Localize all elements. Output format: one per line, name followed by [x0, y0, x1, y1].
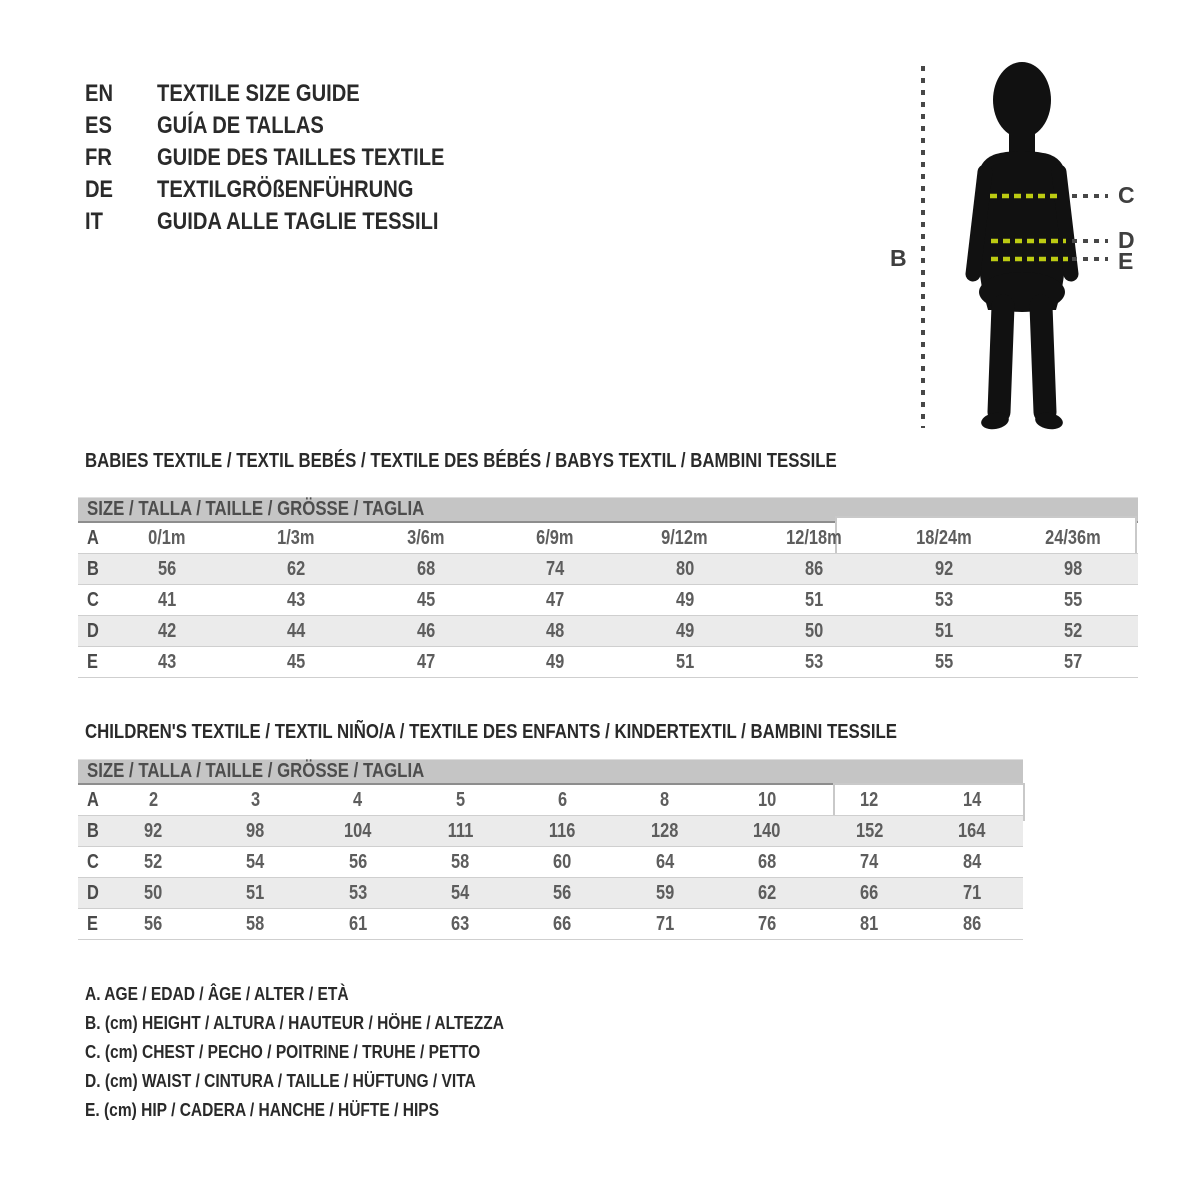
language-code: EN	[85, 80, 114, 107]
table-row	[78, 847, 1023, 878]
table-cell: 104	[344, 819, 372, 842]
table-cell: 84	[962, 850, 981, 873]
table-cell: 61	[348, 912, 367, 935]
table-row	[78, 523, 1138, 554]
table-cell: 50	[805, 619, 824, 642]
table-cell: 46	[416, 619, 435, 642]
table-cell: 47	[546, 588, 565, 611]
figure-label-waist: D	[1118, 227, 1135, 253]
row-label: B	[87, 557, 99, 580]
table-cell: 164	[958, 819, 986, 842]
language-row	[85, 78, 685, 110]
table-cell: 81	[860, 912, 879, 935]
legend-line: E. (cm) HIP / CADERA / HANCHE / HÜFTE / HIPS	[85, 1099, 440, 1120]
figure-label-chest: C	[1118, 182, 1135, 208]
row-label: E	[87, 912, 98, 935]
child-silhouette	[973, 62, 1071, 431]
table-cell: 68	[758, 850, 777, 873]
table-cell: 2	[148, 788, 158, 811]
babies-section-title: BABIES TEXTILE / TEXTIL BEBÉS / TEXTILE DES BÉBÉS / BABYS TEXTIL / BAMBINI TESSILE	[85, 450, 837, 472]
children-size-table	[78, 759, 1023, 940]
table-row	[78, 585, 1138, 616]
language-guide-label: TEXTILGRÖßENFÜHRUNG	[157, 176, 414, 203]
table-cell: 24/36m	[1045, 526, 1102, 549]
table-cell: 64	[655, 850, 674, 873]
height-measure-dashed-line	[921, 66, 925, 428]
table-row	[78, 647, 1138, 678]
row-label: C	[87, 588, 99, 611]
legend-line: D. (cm) WAIST / CINTURA / TAILLE / HÜFTUNG / VITA	[85, 1070, 476, 1091]
table-cell: 98	[1064, 557, 1083, 580]
table-cell: 51	[934, 619, 953, 642]
row-label: A	[87, 788, 99, 811]
table-cell: 63	[451, 912, 470, 935]
table-cell: 41	[157, 588, 176, 611]
table-cell: 60	[553, 850, 572, 873]
table-cell: 68	[416, 557, 435, 580]
table-row	[78, 554, 1138, 585]
table-cell: 54	[246, 850, 265, 873]
table-cell: 45	[287, 650, 306, 673]
table-cell: 18/24m	[915, 526, 972, 549]
measurement-legend	[85, 979, 584, 1124]
table-row	[78, 616, 1138, 647]
table-cell: 57	[1064, 650, 1083, 673]
table-cell: 116	[549, 819, 576, 842]
babies-size-table	[78, 497, 1138, 678]
language-code: ES	[85, 112, 112, 139]
legend-line: C. (cm) CHEST / PECHO / POITRINE / TRUHE / PETTO	[85, 1041, 481, 1062]
row-label: D	[87, 619, 99, 642]
row-label: C	[87, 850, 99, 873]
table-cell: 58	[451, 850, 470, 873]
table-cell: 59	[655, 881, 674, 904]
table-cell: 53	[934, 588, 953, 611]
language-code: DE	[85, 176, 114, 203]
table-cell: 47	[416, 650, 435, 673]
table-cell: 92	[144, 819, 163, 842]
table-cell: 5	[455, 788, 465, 811]
table-cell: 128	[651, 819, 679, 842]
language-code: IT	[85, 208, 103, 235]
figure-label-hip: E	[1118, 248, 1134, 274]
table-row	[78, 909, 1023, 940]
table-cell: 66	[860, 881, 879, 904]
table-cell: 50	[144, 881, 163, 904]
table-cell: 56	[348, 850, 367, 873]
table-cell: 6	[557, 788, 568, 811]
table-cell: 86	[805, 557, 824, 580]
table-cell: 49	[546, 650, 565, 673]
table-cell: 8	[660, 788, 670, 811]
table-cell: 3	[250, 788, 261, 811]
table-cell: 56	[157, 557, 176, 580]
language-row	[85, 110, 685, 142]
table-cell: 54	[451, 881, 470, 904]
table-cell: 111	[447, 819, 473, 842]
table-cell: 92	[934, 557, 953, 580]
table-cell: 14	[962, 788, 981, 811]
table-cell: 43	[287, 588, 306, 611]
legend-line: B. (cm) HEIGHT / ALTURA / HAUTEUR / HÖHE / ALTEZZA	[85, 1012, 504, 1033]
table-cell: 80	[675, 557, 694, 580]
table-cell: 58	[246, 912, 265, 935]
row-label: D	[87, 881, 99, 904]
legend-line: A. AGE / EDAD / ÂGE / ALTER / ETÀ	[85, 983, 349, 1004]
table-cell: 66	[553, 912, 572, 935]
table-cell: 44	[287, 619, 306, 642]
table-cell: 43	[157, 650, 176, 673]
child-silhouette-figure	[960, 62, 1150, 432]
language-guide-label: GUÍA DE TALLAS	[157, 112, 324, 139]
language-guide-label: GUIDE DES TAILLES TEXTILE	[157, 144, 445, 171]
table-cell: 152	[855, 819, 884, 842]
table-cell: 51	[805, 588, 824, 611]
language-code: FR	[85, 144, 112, 171]
table-cell: 52	[1064, 619, 1083, 642]
row-label: E	[87, 650, 98, 673]
table-cell: 10	[758, 788, 777, 811]
table-cell: 62	[758, 881, 777, 904]
table-row	[78, 816, 1023, 847]
table-cell: 98	[246, 819, 265, 842]
language-row	[85, 206, 685, 238]
table-cell: 74	[546, 557, 565, 580]
table-cell: 51	[675, 650, 694, 673]
table-cell: 140	[753, 819, 781, 842]
table-cell: 56	[553, 881, 572, 904]
table-cell: 71	[655, 912, 674, 935]
children-section-title: CHILDREN'S TEXTILE / TEXTIL NIÑO/A / TEXTILE DES ENFANTS / KINDERTEXTIL / BAMBINI TESSILE	[85, 721, 898, 743]
table-cell: 12	[860, 788, 879, 811]
table-cell: 55	[1064, 588, 1083, 611]
table-cell: 9/12m	[661, 526, 709, 549]
row-label: B	[87, 819, 99, 842]
table-cell: 4	[353, 788, 363, 811]
table-cell: 12/18m	[786, 526, 843, 549]
table-cell: 86	[962, 912, 981, 935]
language-title-list	[85, 78, 685, 238]
table-body	[78, 523, 1138, 678]
table-cell: 51	[246, 881, 265, 904]
table-cell: 53	[348, 881, 367, 904]
table-cell: 76	[758, 912, 777, 935]
table-cell: 56	[144, 912, 163, 935]
table-cell: 52	[144, 850, 163, 873]
figure-label-height: B	[890, 245, 907, 271]
table-cell: 53	[805, 650, 824, 673]
language-row	[85, 174, 685, 206]
table-cell: 3/6m	[407, 526, 445, 549]
language-row	[85, 142, 685, 174]
table-cell: 6/9m	[536, 526, 574, 549]
table-row	[78, 785, 1023, 816]
table-row	[78, 878, 1023, 909]
table-cell: 48	[546, 619, 565, 642]
table-cell: 55	[934, 650, 953, 673]
table-cell: 45	[416, 588, 435, 611]
table-cell: 1/3m	[277, 526, 315, 549]
table-cell: 74	[860, 850, 879, 873]
leader-dashes	[1072, 196, 1108, 259]
language-guide-label: GUIDA ALLE TAGLIE TESSILI	[157, 208, 439, 235]
table-cell: 42	[157, 619, 176, 642]
table-cell: 62	[287, 557, 306, 580]
language-guide-label: TEXTILE SIZE GUIDE	[157, 80, 360, 107]
row-label: A	[87, 526, 99, 549]
table-cell: 49	[675, 588, 694, 611]
table-cell: 0/1m	[148, 526, 186, 549]
table-cell: 49	[675, 619, 694, 642]
table-header: SIZE / TALLA / TAILLE / GRÖSSE / TAGLIA	[78, 759, 1023, 785]
table-header: SIZE / TALLA / TAILLE / GRÖSSE / TAGLIA	[78, 497, 1138, 523]
table-cell: 71	[962, 881, 981, 904]
table-body	[78, 785, 1023, 940]
